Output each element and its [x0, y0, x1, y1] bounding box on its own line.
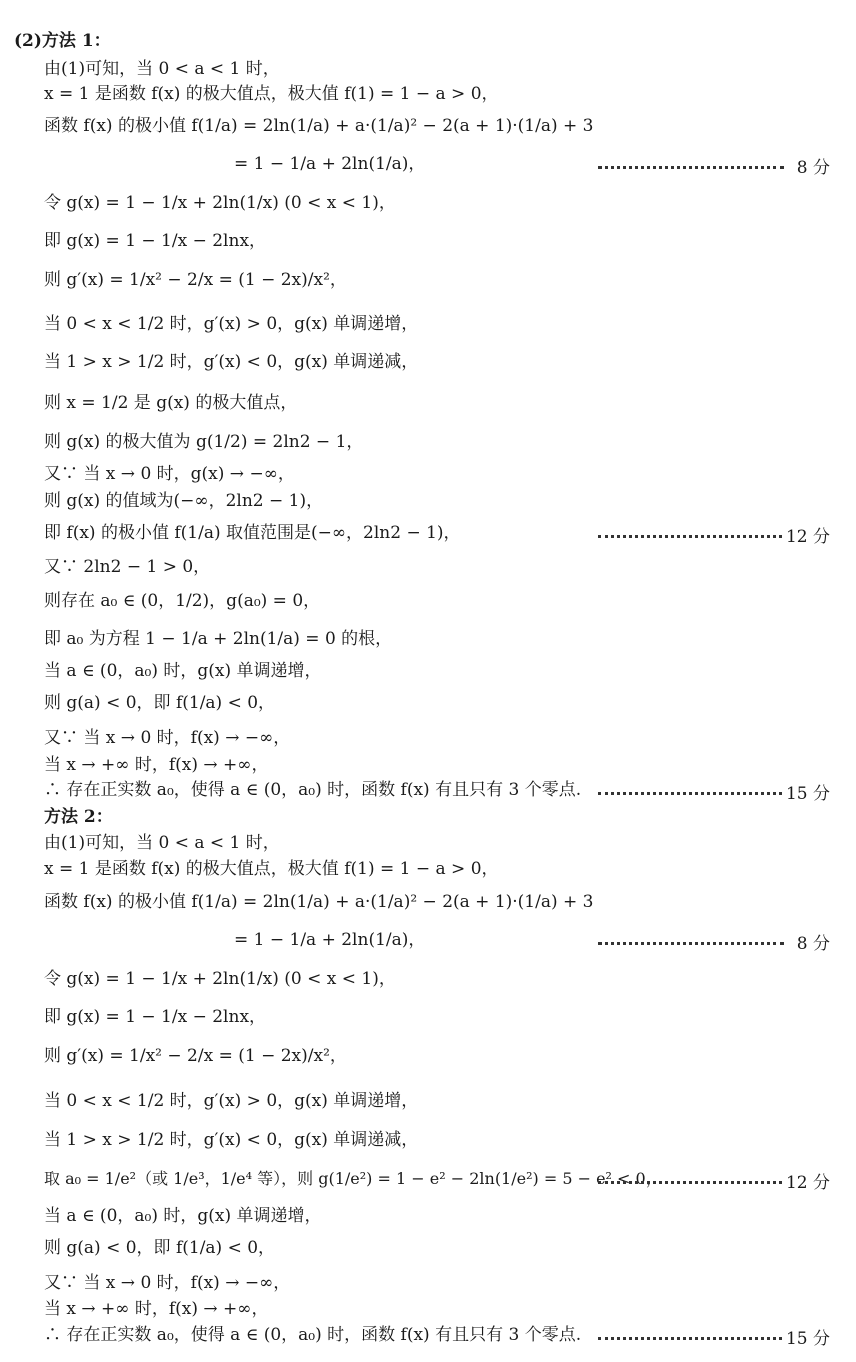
- method2-line-12: 则 g(a) < 0，即 f(1/a) < 0，: [44, 1238, 276, 1258]
- method2-title: 方法 2：: [44, 807, 113, 827]
- score-label: 15 分: [785, 784, 830, 804]
- method1-line-1: 由(1)可知，当 0 < a < 1 时，: [44, 59, 280, 79]
- method2-line-6: 即 g(x) = 1 − 1/x − 2lnx，: [44, 1007, 267, 1027]
- score-marker: [598, 522, 830, 547]
- score-label: 15 分: [785, 1329, 830, 1349]
- method2-line-14: 当 x → +∞ 时，f(x) → +∞，: [44, 1299, 269, 1319]
- method2-line-2: x = 1 是函数 f(x) 的极大值点，极大值 f(1) = 1 − a > 0，: [44, 859, 499, 879]
- dot-leader: [598, 792, 782, 795]
- score-marker: [598, 1168, 830, 1193]
- method2-line-1: 由(1)可知，当 0 < a < 1 时，: [44, 833, 280, 853]
- method1-line-10: 则 x = 1/2 是 g(x) 的极大值点，: [44, 393, 298, 413]
- score-marker: [598, 1324, 830, 1349]
- method2-line-7: 则 g′(x) = 1/x² − 2/x = (1 − 2x)/x²，: [44, 1046, 347, 1066]
- score-label: 12 分: [785, 527, 830, 547]
- method2-line-5: 令 g(x) = 1 − 1/x + 2ln(1/x) (0 < x < 1)，: [44, 969, 396, 989]
- method1-line-2: x = 1 是函数 f(x) 的极大值点，极大值 f(1) = 1 − a > 0，: [44, 84, 499, 104]
- dot-leader: [598, 942, 784, 945]
- method1-line-3: 函数 f(x) 的极小值 f(1/a) = 2ln(1/a) + a·(1/a)² − 2(a + 1)·(1/a) + 3: [44, 116, 594, 136]
- method1-title: (2)方法 1：: [14, 31, 111, 51]
- score-label: 8 分: [796, 934, 830, 954]
- method1-line-21: 当 x → +∞ 时，f(x) → +∞，: [44, 755, 269, 775]
- method2-line-10: 取 a₀ = 1/e²（或 1/e³，1/e⁴ 等），则 g(1/e²) = 1 − e² − 2ln(1/e²) = 5 − e² < 0，: [44, 1169, 662, 1188]
- method1-line-9: 当 1 > x > 1/2 时，g′(x) < 0，g(x) 单调递减，: [44, 352, 419, 372]
- score-marker: [598, 153, 830, 178]
- dot-leader: [598, 1337, 782, 1340]
- dot-leader: [598, 166, 784, 169]
- method1-line-5: 令 g(x) = 1 − 1/x + 2ln(1/x) (0 < x < 1)，: [44, 193, 396, 213]
- method1-line-15: 又∵ 2ln2 − 1 > 0，: [44, 557, 211, 577]
- method2-line-8: 当 0 < x < 1/2 时，g′(x) > 0，g(x) 单调递增，: [44, 1091, 419, 1111]
- method1-line-14: 即 f(x) 的极小值 f(1/a) 取值范围是(−∞，2ln2 − 1)，: [44, 523, 461, 543]
- score-label: 12 分: [785, 1173, 830, 1193]
- method2-line-9: 当 1 > x > 1/2 时，g′(x) < 0，g(x) 单调递减，: [44, 1130, 419, 1150]
- method1-line-6: 即 g(x) = 1 − 1/x − 2lnx，: [44, 231, 267, 251]
- method2-line-11: 当 a ∈ (0，a₀) 时，g(x) 单调递增，: [44, 1206, 322, 1226]
- method1-line-18: 当 a ∈ (0，a₀) 时，g(x) 单调递增，: [44, 661, 322, 681]
- method1-line-8: 当 0 < x < 1/2 时，g′(x) > 0，g(x) 单调递增，: [44, 314, 419, 334]
- method1-line-11: 则 g(x) 的极大值为 g(1/2) = 2ln2 − 1，: [44, 432, 364, 452]
- method1-line-17: 即 a₀ 为方程 1 − 1/a + 2ln(1/a) = 0 的根，: [44, 629, 393, 649]
- method1-line-13: 则 g(x) 的值域为(−∞，2ln2 − 1)，: [44, 491, 324, 511]
- dot-leader: [598, 1181, 782, 1184]
- method2-line-13: 又∵ 当 x → 0 时，f(x) → −∞，: [44, 1273, 291, 1293]
- method1-line-19: 则 g(a) < 0，即 f(1/a) < 0，: [44, 693, 276, 713]
- method1-line-16: 则存在 a₀ ∈ (0，1/2)，g(a₀) = 0，: [44, 591, 321, 611]
- method1-line-22: ∴ 存在正实数 a₀，使得 a ∈ (0，a₀) 时，函数 f(x) 有且只有 3 个零点.: [44, 780, 582, 800]
- method2-line-4: = 1 − 1/a + 2ln(1/a)，: [234, 930, 426, 950]
- method1-line-4: = 1 − 1/a + 2ln(1/a)，: [234, 154, 426, 174]
- score-label: 8 分: [796, 158, 830, 178]
- score-marker: [598, 779, 830, 804]
- method2-line-3: 函数 f(x) 的极小值 f(1/a) = 2ln(1/a) + a·(1/a)² − 2(a + 1)·(1/a) + 3: [44, 892, 594, 912]
- method1-line-20: 又∵ 当 x → 0 时，f(x) → −∞，: [44, 728, 291, 748]
- method1-line-12: 又∵ 当 x → 0 时，g(x) → −∞，: [44, 464, 295, 484]
- score-marker: [598, 929, 830, 954]
- method2-line-15: ∴ 存在正实数 a₀，使得 a ∈ (0，a₀) 时，函数 f(x) 有且只有 3 个零点.: [44, 1325, 582, 1345]
- dot-leader: [598, 535, 782, 538]
- method1-line-7: 则 g′(x) = 1/x² − 2/x = (1 − 2x)/x²，: [44, 270, 347, 290]
